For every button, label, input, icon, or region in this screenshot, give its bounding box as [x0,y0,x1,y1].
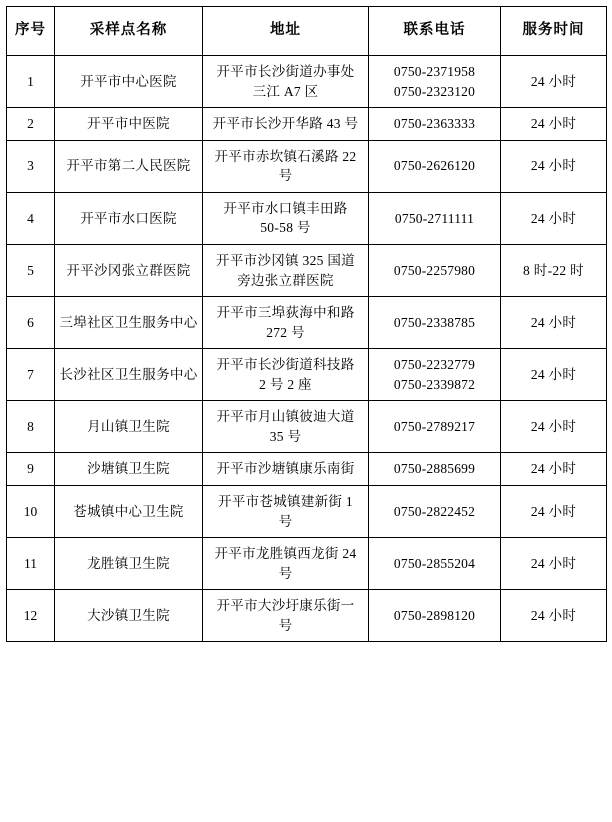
cell-address [203,453,369,486]
table-row [7,192,607,244]
cell-address-line: 旁边张立群医院 [237,272,334,288]
cell-site-name: 开平市水口医院 [55,192,203,244]
table-row [7,297,607,349]
table-row [7,108,607,141]
cell-site-name: 开平市中心医院 [55,56,203,108]
table-row [7,349,607,401]
cell-address [203,590,369,642]
cell-phone [369,192,501,244]
cell-site-name: 大沙镇卫生院 [55,590,203,642]
cell-address-line: 开平市赤坎镇石溪路 22 [214,148,357,164]
cell-site-name: 开平市第二人民医院 [55,140,203,192]
column-header-phone: 联系电话 [369,7,501,56]
cell-phone-line: 0750-2371958 [393,64,476,79]
cell-index: 12 [7,590,55,642]
cell-address [203,297,369,349]
cell-address [203,486,369,538]
table-row [7,56,607,108]
cell-phone [369,453,501,486]
cell-index: 1 [7,56,55,108]
cell-hours: 24 小时 [501,192,607,244]
cell-phone [369,108,501,141]
cell-site-name: 龙胜镇卫生院 [55,538,203,590]
cell-index: 6 [7,297,55,349]
cell-site-name: 沙塘镇卫生院 [55,453,203,486]
cell-address-line: 号 [278,617,293,633]
cell-address [203,108,369,141]
cell-hours: 24 小时 [501,140,607,192]
cell-site-name: 长沙社区卫生服务中心 [55,349,203,401]
cell-address-line: 开平市长沙开华路 43 号 [212,116,359,132]
cell-index: 7 [7,349,55,401]
cell-phone [369,401,501,453]
cell-address-line: 号 [278,565,293,581]
cell-phone [369,538,501,590]
cell-phone-line: 0750-2363333 [393,116,476,132]
cell-address [203,140,369,192]
cell-hours: 24 小时 [501,108,607,141]
cell-phone-line: 0750-2885699 [393,461,476,477]
table-row [7,244,607,296]
table-row [7,401,607,453]
cell-address-line: 开平市月山镇彼迪大道 [216,409,355,425]
cell-index: 9 [7,453,55,486]
cell-hours: 24 小时 [501,56,607,108]
cell-hours: 24 小时 [501,401,607,453]
cell-index: 4 [7,192,55,244]
cell-address [203,538,369,590]
cell-phone [369,140,501,192]
cell-phone [369,244,501,296]
cell-address-line: 50-58 号 [260,220,311,236]
cell-address-line: 开平市长沙街道办事处 [216,64,355,79]
cell-address-line: 开平市沙冈镇 325 国道 [216,252,355,268]
cell-address-line: 开平市水口镇丰田路 [223,200,348,216]
cell-hours: 24 小时 [501,486,607,538]
cell-address-line: 开平市三埠荻海中和路 [216,305,355,321]
cell-hours: 24 小时 [501,590,607,642]
cell-address [203,244,369,296]
cell-address [203,401,369,453]
cell-address-line: 号 [278,168,293,184]
table-row [7,486,607,538]
cell-address-line: 开平市龙胜镇西龙街 24 [214,546,357,562]
cell-address [203,56,369,108]
cell-index: 8 [7,401,55,453]
cell-phone [369,56,501,108]
table-body [7,56,607,642]
cell-hours: 24 小时 [501,538,607,590]
cell-phone-line: 0750-2323120 [393,83,476,99]
cell-hours: 24 小时 [501,349,607,401]
table-header-row [7,7,607,56]
column-header-name: 采样点名称 [55,7,203,56]
cell-phone-line: 0750-2338785 [393,314,476,330]
cell-address-line: 272 号 [266,324,305,340]
column-header-hours: 服务时间 [501,7,607,56]
cell-address-line: 2 号 2 座 [259,376,312,392]
cell-index: 5 [7,244,55,296]
cell-index: 2 [7,108,55,141]
cell-site-name: 开平市中医院 [55,108,203,141]
cell-address [203,192,369,244]
cell-phone-line: 0750-2898120 [393,608,476,624]
cell-phone-line: 0750-2789217 [393,419,476,435]
cell-phone-line: 0750-2339872 [393,376,476,392]
cell-phone-line: 0750-2711111 [394,210,475,226]
cell-hours: 8 时-22 时 [501,244,607,296]
cell-phone [369,349,501,401]
column-header-address: 地址 [203,7,369,56]
cell-address-line: 开平市长沙街道科技路 [216,357,355,373]
table-row [7,590,607,642]
column-header-index: 序号 [7,7,55,56]
cell-address-line: 开平市苍城镇建新街 1 [218,494,353,509]
cell-phone [369,297,501,349]
cell-phone [369,590,501,642]
cell-address [203,349,369,401]
table-row [7,453,607,486]
cell-phone-line: 0750-2822452 [393,503,476,519]
cell-site-name: 开平沙冈张立群医院 [55,244,203,296]
cell-address-line: 开平市大沙圩康乐街一 [216,598,355,614]
cell-address-line: 开平市沙塘镇康乐南街 [216,461,355,477]
cell-site-name: 苍城镇中心卫生院 [55,486,203,538]
cell-address-line: 35 号 [269,428,302,444]
cell-site-name: 三埠社区卫生服务中心 [55,297,203,349]
cell-site-name: 月山镇卫生院 [55,401,203,453]
table-row [7,140,607,192]
cell-phone-line: 0750-2232779 [393,357,476,373]
cell-address-line: 号 [278,513,293,529]
cell-index: 10 [7,486,55,538]
table-row [7,538,607,590]
cell-phone [369,486,501,538]
cell-address-line: 三江 A7 区 [252,83,319,99]
cell-phone-line: 0750-2626120 [393,158,476,174]
cell-index: 11 [7,538,55,590]
cell-phone-line: 0750-2257980 [393,262,476,278]
cell-phone-line: 0750-2855204 [393,555,476,571]
cell-index: 3 [7,140,55,192]
cell-hours: 24 小时 [501,453,607,486]
sampling-sites-table [6,6,607,642]
table-header [7,7,607,56]
cell-hours: 24 小时 [501,297,607,349]
